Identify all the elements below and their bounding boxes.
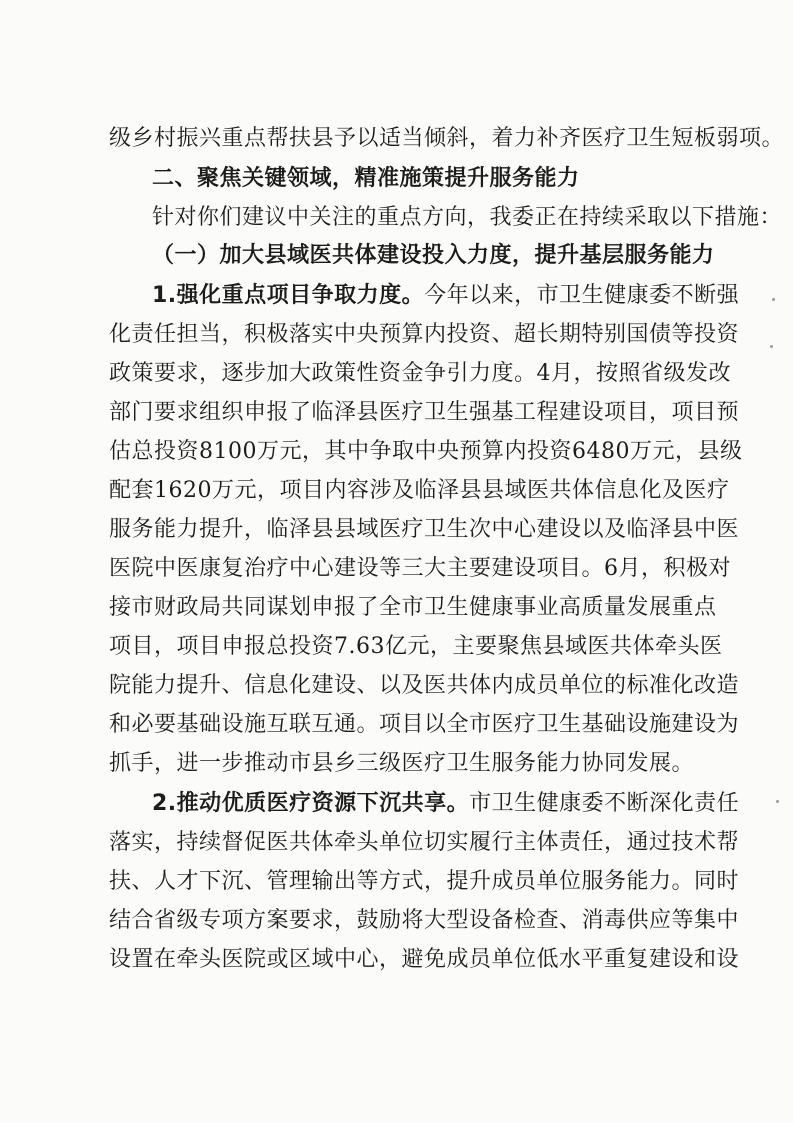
section-heading: 二、聚焦关键领域，精准施策提升服务能力 (152, 166, 580, 191)
text-line: 政策要求，逐步加大政策性资金争引力度。4月，按照省级发改 (109, 361, 731, 386)
text-line: 估总投资8100万元，其中争取中央预算内投资6480万元，县级 (109, 439, 743, 464)
scan-speck (776, 800, 779, 803)
text-line: 服务能力提升，临泽县县域医疗卫生次中心建设以及临泽县中医 (109, 517, 740, 542)
text-line: 落实，持续督促医共体牵头单位切实履行主体责任，通过技术帮 (109, 830, 740, 855)
text-line: 1.强化重点项目争取力度。今年以来，市卫生健康委不断强 (152, 283, 740, 308)
text-line: 设置在牵头医院或区域中心，避免成员单位低水平重复建设和设 (109, 947, 740, 972)
item-title: 1.强化重点项目争取力度。 (152, 283, 425, 308)
text-line: 院能力提升、信息化建设、以及医共体内成员单位的标准化改造 (109, 673, 740, 698)
text-line: 配套1620万元，项目内容涉及临泽县县域医共体信息化及医疗 (109, 478, 730, 503)
text-line: 2.推动优质医疗资源下沉共享。市卫生健康委不断深化责任 (152, 791, 740, 816)
scan-speck (770, 345, 773, 348)
item-title: 2.推动优质医疗资源下沉共享。 (152, 791, 470, 816)
text-line: 部门要求组织申报了临泽县医疗卫生强基工程建设项目，项目预 (109, 400, 740, 425)
text-line: 医院中医康复治疗中心建设等三大主要建设项目。6月，积极对 (109, 556, 731, 581)
text-line: 接市财政局共同谋划申报了全市卫生健康事业高质量发展重点 (109, 595, 717, 620)
text-line: 项目，项目申报总投资7.63亿元，主要聚焦县域医共体牵头医 (109, 634, 723, 659)
text-line: 抓手，进一步推动市县乡三级医疗卫生服务能力协同发展。 (109, 751, 695, 776)
text-line: 化责任担当，积极落实中央预算内投资、超长期特别国债等投资 (109, 322, 740, 347)
text-line: 和必要基础设施互联互通。项目以全市医疗卫生基础设施建设为 (109, 712, 740, 737)
text-line: 级乡村振兴重点帮扶县予以适当倾斜，着力补齐医疗卫生短板弱项。 (109, 126, 785, 151)
text-line: 针对你们建议中关注的重点方向，我委正在持续采取以下措施： (152, 205, 783, 230)
scan-speck (772, 298, 775, 301)
text-line: 结合省级专项方案要求，鼓励将大型设备检查、消毒供应等集中 (109, 908, 740, 933)
text-line: 扶、人才下沉、管理输出等方式，提升成员单位服务能力。同时 (109, 869, 740, 894)
subsection-heading: （一）加大县域医共体建设投入力度，提升基层服务能力 (152, 243, 715, 268)
